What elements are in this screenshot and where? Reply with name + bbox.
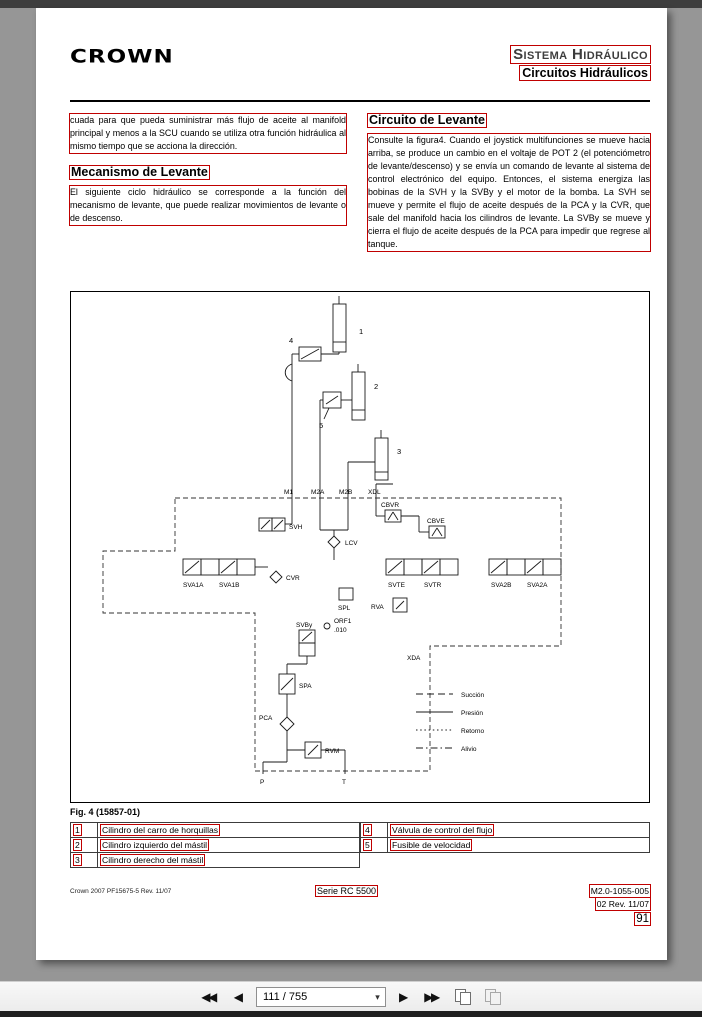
legend-label-return: Retorno	[461, 728, 485, 735]
document-page	[36, 8, 667, 960]
double-left-arrow-icon: ◀◀	[201, 990, 215, 1004]
right-column	[368, 114, 650, 251]
previous-page-button[interactable]	[231, 989, 246, 1005]
label-sva2b: SVA2B	[491, 582, 512, 589]
table-item-desc: Fusible de velocidad	[392, 840, 471, 850]
legend-label-relief: Alivio	[461, 746, 477, 753]
label-svte: SVTE	[388, 582, 405, 589]
figure-caption: Fig. 4 (15857-01)	[70, 807, 141, 817]
footer-right-block	[590, 885, 650, 925]
table-row	[361, 823, 650, 838]
window-bottom-strip	[0, 1011, 702, 1017]
table-item-number: 1	[75, 825, 80, 835]
label-cylinder-2: 2	[374, 382, 379, 391]
label-cbvr: CBVR	[381, 502, 400, 509]
label-fuse-5: 5	[319, 421, 324, 430]
crown-logo: CROWN	[70, 46, 174, 68]
label-spl: SPL	[338, 605, 351, 612]
table-row	[361, 838, 650, 853]
label-m2b: M2B	[339, 489, 353, 496]
hydraulic-schematic	[71, 292, 649, 802]
right-section-heading: Circuito de Levante	[369, 113, 485, 127]
label-spa: SPA	[299, 683, 312, 690]
page-header	[511, 46, 650, 82]
stacked-pages-icon[interactable]	[454, 988, 474, 1007]
label-rvm: RVM	[325, 748, 340, 755]
label-cvr: CVR	[286, 575, 300, 582]
window-top-strip	[0, 0, 702, 8]
right-paragraph: Consulte la figura4. Cuando el joystick multifunciones se mueve hacia arriba, se produce un cambio en el voltaje de POT 2 (el potenciómetro de levante/descenso) y se envía un comando de levante al sistema de control electrónico del equipo. Entonces, el sistema energiza las bobinas de la SVH y la SVBy y el motor de la bomba. La SVH se mueve y permite el flujo de aceite después de la PCA y la CVR, que sale del manifold hacia los cilindros de levante. La SVBy se mueve y cierra el flujo de aceite después de la PCA para impedir que regrese al tanque.	[368, 135, 650, 249]
legend-label-suction: Succión	[461, 692, 485, 699]
table-item-number: 3	[75, 855, 80, 865]
table-item-number: 5	[365, 840, 370, 850]
label-port-p: P	[260, 779, 265, 786]
table-item-desc: Cilindro derecho del mástil	[102, 855, 204, 865]
table-item-desc: Válvula de control del flujo	[392, 825, 493, 835]
table-row	[71, 853, 360, 868]
label-port-t: T	[342, 779, 346, 786]
label-orf1: ORF1	[334, 618, 352, 625]
label-xdl: XDL	[368, 489, 381, 496]
label-m1: M1	[284, 489, 294, 496]
table-row	[71, 823, 360, 838]
table-item-number: 2	[75, 840, 80, 850]
page-number: 91	[636, 913, 649, 925]
label-valve-4: 4	[289, 336, 294, 345]
label-xda: XDA	[407, 655, 421, 662]
label-cbve: CBVE	[427, 518, 445, 525]
page-number-combobox[interactable]	[256, 987, 386, 1007]
legend-table-left	[70, 822, 360, 868]
header-title: Sistema Hidráulico	[513, 46, 648, 63]
table-item-desc: Cilindro izquierdo del mástil	[102, 840, 208, 850]
double-right-arrow-icon: ▶▶	[424, 990, 438, 1004]
footer-revision: 02 Rev. 11/07	[596, 899, 649, 909]
label-cylinder-3: 3	[397, 447, 402, 456]
label-svby: SVBy	[296, 622, 313, 629]
figure-4-box	[70, 291, 650, 803]
last-page-button[interactable]	[421, 989, 443, 1005]
combo-dropdown-icon[interactable]: ▾	[375, 991, 380, 1002]
header-subtitle: Circuitos Hidráulicos	[522, 66, 648, 80]
left-section-heading: Mecanismo de Levante	[71, 165, 208, 179]
header-rule	[70, 100, 650, 102]
left-paragraph-1: cuada para que pueda suministrar más flujo de aceite al manifold principal y menos a la SCU cuando se utiliza otra función hidráulica al mismo tiempo que se acciona la dirección.	[70, 115, 346, 151]
legend-table	[70, 822, 650, 868]
label-rva: RVA	[371, 604, 384, 611]
footer-series: Serie RC 5500	[317, 886, 377, 896]
label-svh: SVH	[289, 524, 303, 531]
page-number-input[interactable]	[257, 991, 370, 1003]
copy-pages-icon[interactable]	[484, 988, 504, 1007]
left-paragraph-2: El siguiente ciclo hidráulico se corresponde a la función del mecanismo de levante, que puede realizar movimientos de levante o de descenso.	[70, 187, 346, 223]
legend-table-right	[360, 822, 650, 853]
label-orf1-value: .010	[334, 627, 347, 634]
footer-doc-reference: Crown 2007 PF15675-5 Rev. 11/07	[70, 888, 172, 895]
label-sva1a: SVA1A	[183, 582, 204, 589]
footer-doc-number: M2.0-1055-005	[590, 886, 649, 896]
label-sva1b: SVA1B	[219, 582, 240, 589]
table-row	[71, 838, 360, 853]
next-page-button[interactable]	[396, 989, 411, 1005]
label-svtr: SVTR	[424, 582, 442, 589]
table-item-desc: Cilindro del carro de horquillas	[102, 825, 219, 835]
legend-label-pressure: Presión	[461, 710, 484, 717]
viewer-toolbar	[0, 981, 702, 1012]
label-cylinder-1: 1	[359, 327, 364, 336]
first-page-button[interactable]	[198, 989, 220, 1005]
schematic-lines	[103, 296, 561, 774]
label-m2a: M2A	[311, 489, 325, 496]
right-arrow-icon: ▶	[399, 990, 409, 1004]
label-lcv: LCV	[345, 540, 358, 547]
label-pca: PCA	[259, 715, 273, 722]
table-item-number: 4	[365, 825, 370, 835]
left-column	[70, 114, 346, 225]
figure-legend	[416, 692, 485, 753]
label-sva2a: SVA2A	[527, 582, 548, 589]
left-arrow-icon: ◀	[233, 990, 243, 1004]
